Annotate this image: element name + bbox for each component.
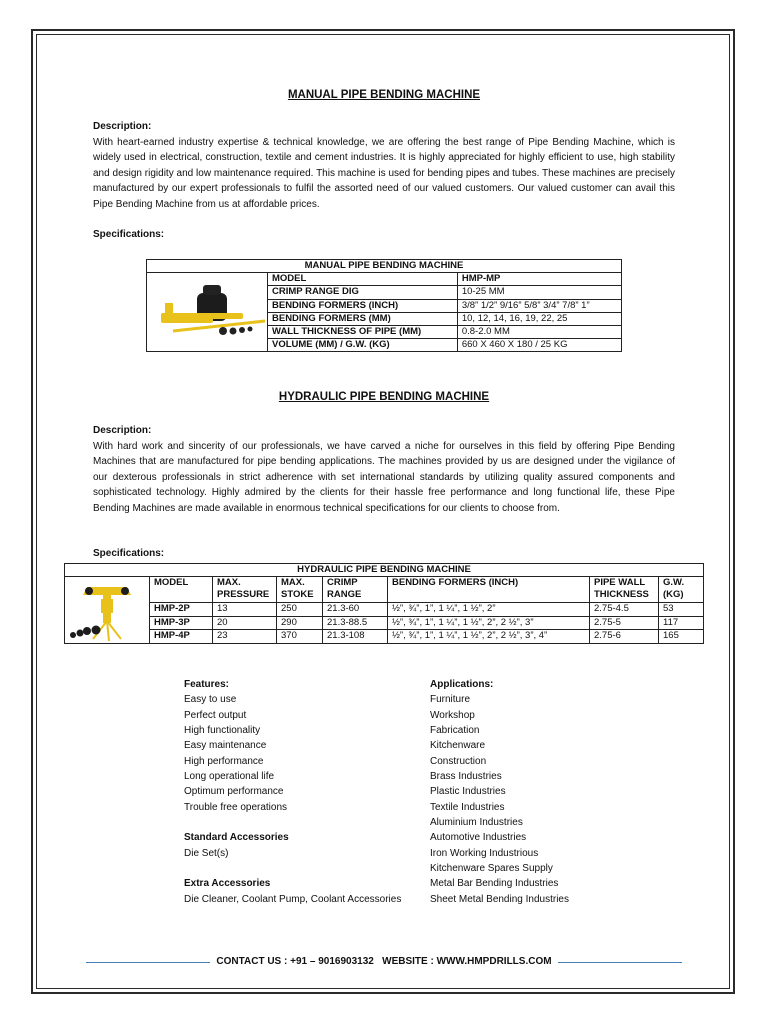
table-cell: HMP-4P (150, 630, 213, 644)
table-cell: BENDING FORMERS (INCH) (268, 299, 458, 312)
hydraulic-spec-caption: HYDRAULIC PIPE BENDING MACHINE (65, 564, 704, 577)
manual-description: With heart-earned industry expertise & technical knowledge, we are offering the best range of Pipe Bending Machine, which is widely used in electrical, construction, textile and cement industries. It is highly appreciated for highly efficient to use, high stability and design rigidity and low maintenance required. This machine is used for bending pipes and tubes. These machines are precisely manufactured by our expert professionals to fulfil the assorted need of our valued customers. Our valued customer can avail this Pipe Bending Machine from us at affordable prices. (93, 137, 675, 210)
table-cell: 20 (213, 616, 277, 630)
manual-spec-caption: MANUAL PIPE BENDING MACHINE (147, 260, 622, 273)
table-header-cell (213, 577, 277, 603)
extra-accessories-heading: Extra Accessories (184, 878, 271, 890)
table-cell: MODEL (268, 273, 458, 286)
hydraulic-description-label: Description: (93, 425, 152, 436)
manual-description-label: Description: (93, 121, 152, 132)
table-cell: ½”, ¾”, 1”, 1 ¼”, 1 ½”, 2”, 2 ½”, 3” (388, 616, 590, 630)
hydraulic-machine-image (65, 577, 150, 644)
header-line-1: PIPE WALL (594, 577, 646, 588)
applications-heading: Applications: (430, 679, 494, 690)
table-header-cell (150, 577, 213, 603)
table-cell: 13 (213, 603, 277, 617)
list-item: Brass Industries (430, 771, 502, 783)
table-row (65, 616, 704, 630)
header-line-2: STOKE (281, 589, 314, 600)
features-column (184, 677, 401, 907)
features-heading: Features: (184, 679, 230, 690)
table-cell: HMP-MP (457, 273, 621, 286)
header-line-1: G.W. (663, 577, 685, 588)
list-item: High performance (184, 755, 264, 767)
table-header-cell (590, 577, 659, 603)
list-item: Kitchenware (430, 740, 486, 752)
table-cell: WALL THICKNESS OF PIPE (MM) (268, 325, 458, 338)
table-cell: ½”, ¾”, 1”, 1 ¼”, 1 ½”, 2”, 2 ½”, 3”, 4” (388, 630, 590, 644)
manual-title: MANUAL PIPE BENDING MACHINE (287, 89, 481, 101)
table-header-cell (659, 577, 704, 603)
table-cell: 250 (277, 603, 323, 617)
table-row (65, 603, 704, 617)
list-item: High functionality (184, 725, 261, 737)
list-item: Plastic Industries (430, 786, 506, 798)
header-line-2: RANGE (327, 589, 362, 600)
table-cell: 2.75-5 (590, 616, 659, 630)
table-cell: 290 (277, 616, 323, 630)
table-header-cell (388, 577, 590, 603)
header-line-1: MAX. (217, 577, 241, 588)
list-item: Easy to use (184, 694, 237, 706)
table-cell: 21.3-88.5 (323, 616, 388, 630)
manual-machine-image (147, 273, 268, 352)
list-item: Furniture (430, 694, 471, 706)
manual-spec-table (146, 259, 622, 352)
header-line-1: BENDING FORMERS (INCH) (392, 577, 519, 588)
table-cell: 0.8-2.0 MM (457, 325, 621, 338)
list-item: Perfect output (184, 709, 247, 721)
table-cell: 117 (659, 616, 704, 630)
table-cell: CRIMP RANGE DIG (268, 286, 458, 299)
table-cell: HMP-3P (150, 616, 213, 630)
list-item: Sheet Metal Bending Industries (430, 893, 569, 905)
list-item: Die Cleaner, Coolant Pump, Coolant Accessories (184, 893, 402, 905)
list-item: Textile Industries (430, 801, 505, 813)
table-cell: ½”, ¾”, 1”, 1 ¼”, 1 ½”, 2” (388, 603, 590, 617)
header-line-1: CRIMP (327, 577, 358, 588)
table-cell: 10-25 MM (457, 286, 621, 299)
list-item: Automotive Industries (430, 832, 527, 844)
footer-contact: CONTACT US : +91 – 9016903132 WEBSITE : WWW.HMPDRILLS.COM (216, 956, 552, 967)
table-cell: 21.3-60 (323, 603, 388, 617)
table-cell: BENDING FORMERS (MM) (268, 312, 458, 325)
list-item: Aluminium Industries (430, 817, 523, 829)
table-cell: 23 (213, 630, 277, 644)
list-item: Workshop (430, 709, 475, 721)
table-cell: 10, 12, 14, 16, 19, 22, 25 (457, 312, 621, 325)
header-line-2: (KG) (663, 589, 684, 600)
table-cell: 2.75-4.5 (590, 603, 659, 617)
header-line-1: MODEL (154, 577, 189, 588)
list-item: Construction (430, 755, 487, 767)
hydraulic-title: HYDRAULIC PIPE BENDING MACHINE (278, 391, 490, 403)
table-header-cell (277, 577, 323, 603)
table-cell: 21.3-108 (323, 630, 388, 644)
table-cell: 165 (659, 630, 704, 644)
list-item: Trouble free operations (184, 801, 288, 813)
table-cell: 2.75-6 (590, 630, 659, 644)
applications-column (430, 677, 569, 907)
hydraulic-spec-table (64, 563, 704, 644)
list-item: Optimum performance (184, 786, 284, 798)
hydraulic-description: With hard work and sincerity of our professionals, we have carved a niche for ourselves in this field by offering Pipe Bending Machines that are manufactured for pipe bending applications. The machines provided by us are designed under the vigilance of our dexterous professionals in strict adherence with set international standards by utilizing quality assured components and sophisticated technology. Highly admired by the clients for their hassle free performance and long functional life, these Pipe Bending Machines are made available in enormous technical specifications for our clients to choose from. (93, 441, 675, 514)
table-row (65, 630, 704, 644)
table-cell: 3/8” 1/2” 9/16” 5/8” 3/4” 7/8” 1” (457, 299, 621, 312)
list-item: Long operational life (184, 771, 275, 783)
header-line-2: PRESSURE (217, 589, 270, 600)
list-item: Die Set(s) (184, 847, 229, 859)
list-item: Fabrication (430, 725, 480, 737)
list-item: Easy maintenance (184, 740, 267, 752)
header-line-1: MAX. (281, 577, 305, 588)
list-item: Kitchenware Spares Supply (430, 863, 553, 875)
standard-accessories-heading: Standard Accessories (184, 832, 289, 844)
table-cell: 660 X 460 X 180 / 25 KG (457, 339, 621, 352)
manual-specifications-label: Specifications: (93, 229, 165, 240)
list-item: Iron Working Industrious (430, 847, 539, 859)
table-header-cell (323, 577, 388, 603)
table-cell: 370 (277, 630, 323, 644)
list-item: Metal Bar Bending Industries (430, 878, 559, 890)
table-cell: 53 (659, 603, 704, 617)
table-cell: HMP-2P (150, 603, 213, 617)
header-line-2: THICKNESS (594, 589, 649, 600)
table-cell: VOLUME (MM) / G.W. (KG) (268, 339, 458, 352)
hydraulic-specifications-label: Specifications: (93, 548, 165, 559)
